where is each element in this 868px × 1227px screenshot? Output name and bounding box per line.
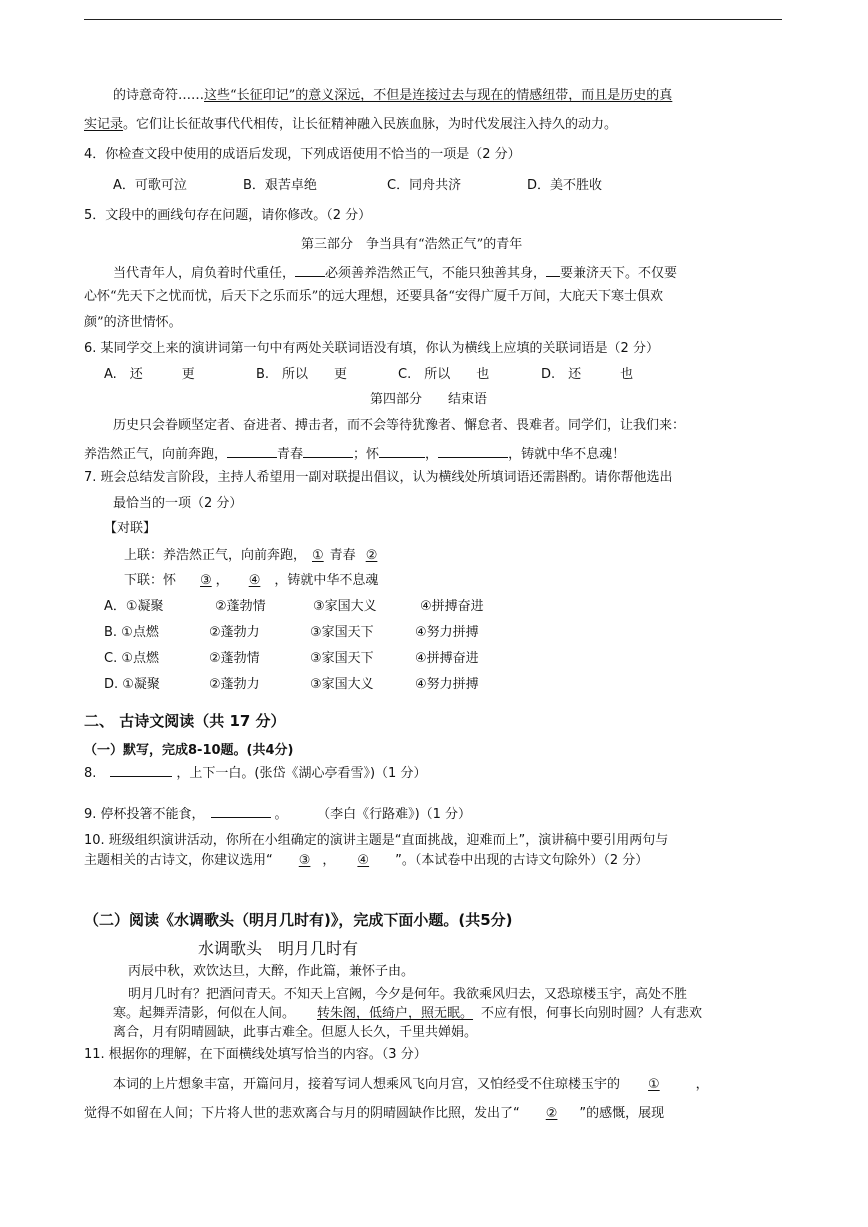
question-5-stem: 5．文段中的画线句存在问题，请你修改。（2 分）	[84, 208, 372, 223]
q7-option-b-1: B. ①点燃	[104, 625, 159, 640]
q4-option-d: D．美不胜收	[527, 178, 603, 193]
q7-option-a-2: ②蓬勃情	[215, 599, 266, 614]
q10-comma: ，	[322, 853, 336, 868]
part4-text-a: 养浩然正气，向前奔跑，	[84, 447, 228, 462]
q11-text-b: 觉得不如留在人间；下片将人世的悲欢离合与月的阴晴圆缺作比照，发出了“	[84, 1106, 520, 1121]
q7-option-d-2: ②蓬勃力	[209, 677, 260, 692]
q10-text-b: ”。（本试卷中出现的古诗文句除外）（2 分）	[395, 853, 649, 868]
couplet-upper-text: 上联：养浩然正气，向前奔跑，	[124, 548, 307, 563]
underlined-sentence: 这些“长征印记”的意义深远，不但是连接过去与现在的情感纽带，而且是历史的真	[204, 88, 673, 103]
blank-5	[379, 443, 425, 458]
part4-text-e: ，铸就中华不息魂！	[508, 447, 626, 462]
blank-2	[546, 262, 560, 277]
q9-source: （李白《行路难》)（1 分）	[323, 807, 472, 822]
part4-text-b: 青春	[277, 447, 304, 462]
question-10-line-2	[84, 852, 648, 870]
q7-option-a-3: ③家国大义	[313, 599, 377, 614]
q8-text: ，上下一白。(张岱《湖心亭看雪》)（1 分）	[176, 766, 427, 781]
question-11-line-2	[84, 1105, 664, 1123]
intro-text: 的诗意奇符……	[113, 88, 205, 103]
blank-6	[438, 443, 508, 458]
part-3-line-3: 颜”的济世情怀。	[84, 315, 182, 330]
blank-marker-2: ②	[365, 548, 378, 563]
q10-text-a: 主题相关的古诗文，你建议选用“	[84, 853, 273, 868]
poem-line-1: 明月几时有？把酒问青天。不知天上宫阙，今夕是何年。我欲乘风归去，又恐琼楼玉宇，高处不胜	[128, 987, 688, 1002]
part-3-line-1	[113, 262, 677, 283]
q10-marker-3: ③	[298, 853, 311, 868]
section-2-title: 二、 古诗文阅读（共 17 分）	[84, 712, 286, 730]
poem-preface: 丙辰中秋，欢饮达旦，大醉，作此篇，兼怀子由。	[128, 964, 415, 979]
question-6-stem: 6. 某同学交上来的演讲词第一句中有两处关联词语没有填，你认为横线上应填的关联词语是（2 分）	[84, 341, 659, 356]
q11-marker-1: ①	[648, 1077, 660, 1092]
q7-option-b-2: ②蓬勃力	[209, 625, 260, 640]
couplet-lower	[124, 572, 378, 590]
q7-option-c-4: ④拼搏奋进	[415, 651, 479, 666]
q8-number: 8.	[84, 766, 97, 781]
q7-option-d-1: D. ①凝聚	[104, 677, 160, 692]
question-9	[84, 803, 471, 824]
part-3-title: 第三部分 争当具有“浩然正气”的青年	[301, 237, 523, 252]
blank-marker-3: ③	[200, 573, 212, 588]
blank-marker-1: ①	[312, 548, 324, 563]
question-11-line-1	[113, 1076, 709, 1094]
q11-comma: ，	[695, 1077, 709, 1092]
q7-option-b-4: ④努力拼搏	[415, 625, 479, 640]
header-rule	[84, 19, 782, 20]
question-7-stem-2: 最恰当的一项（2 分）	[113, 496, 243, 511]
q11-marker-2: ②	[545, 1106, 558, 1121]
intro-line-1	[113, 87, 672, 105]
q7-option-b-3: ③家国天下	[310, 625, 374, 640]
q9-text: 9. 停杯投箸不能食，	[84, 807, 205, 822]
question-10-line-1: 10. 班级组织演讲活动，你所在小组确定的演讲主题是“直面挑战，迎难而上”，演讲稿中要引用两句与	[84, 833, 669, 848]
part-4-line-1: 历史只会眷顾坚定者、奋进者、搏击者，而不会等待犹豫者、懈怠者、畏难者。同学们，让我们来：	[113, 418, 686, 433]
couplet-lower-comma: ，	[215, 573, 229, 588]
question-4-stem: 4．你检查文段中使用的成语后发现，下列成语使用不恰当的一项是（2 分）	[84, 147, 521, 162]
part4-text-c: ；怀	[353, 447, 380, 462]
blank-q9	[211, 803, 271, 818]
q6-option-b: B. 所以 更	[256, 367, 348, 382]
intro-line-2	[84, 116, 617, 134]
couplet-label: 【对联】	[104, 521, 157, 536]
q7-option-d-4: ④努力拼搏	[415, 677, 479, 692]
question-8	[84, 762, 426, 783]
poem-line-2	[113, 1005, 702, 1023]
q4-option-a: A．可歌可泣	[113, 178, 187, 193]
q11-text-a: 本词的上片想象丰富，开篇问月，接着写词人想乘风飞向月宫，又怕经受不住琼楼玉宇的	[113, 1077, 621, 1092]
part-4-line-2	[84, 443, 625, 464]
q7-option-c-3: ③家国天下	[310, 651, 374, 666]
blank-1	[295, 262, 325, 277]
poem-line-3: 离合，月有阴晴圆缺，此事古难全。但愿人长久，千里共婵娟。	[113, 1025, 478, 1040]
question-7-stem-1: 7. 班会总结发言阶段，主持人希望用一副对联提出倡议，认为横线处所填词语还需斟酌。请你帮他选出	[84, 470, 673, 485]
blank-3	[227, 443, 277, 458]
subsection-2-title: （二）阅读《水调歌头（明月几时有)》，完成下面小题。(共5分)	[84, 911, 513, 929]
intro-text-end: 。它们让长征故事代代相传，让长征精神融入民族血脉，为时代发展注入持久的动力。	[123, 117, 618, 132]
couplet-upper	[124, 547, 391, 565]
part4-text-d: ，	[425, 447, 439, 462]
q7-option-c-1: C. ①点燃	[104, 651, 159, 666]
couplet-lower-end: ，铸就中华不息魂	[274, 573, 379, 588]
q6-option-c: C. 所以 也	[398, 367, 490, 382]
blank-4	[303, 443, 353, 458]
q7-option-a-1: A．①凝聚	[104, 599, 164, 614]
q11-text-c: ”的感慨，展现	[579, 1106, 665, 1121]
q4-option-b: B．艰苦卓绝	[243, 178, 317, 193]
q6-option-d: D. 还 也	[541, 367, 634, 382]
blank-q8	[110, 762, 172, 777]
subsection-1-title: （一）默写，完成8-10题。(共4分)	[84, 743, 294, 758]
poem-title: 水调歌头 明月几时有	[198, 939, 359, 958]
part-4-title: 第四部分 结束语	[370, 392, 488, 407]
q10-marker-4: ④	[357, 853, 370, 868]
part3-text-a: 当代青年人，肩负着时代重任，	[113, 266, 296, 281]
underlined-sentence-end: 实记录	[84, 117, 124, 132]
blank-marker-4: ④	[248, 573, 261, 588]
q7-option-d-3: ③家国大义	[310, 677, 374, 692]
part-3-line-2: 心怀“先天下之忧而忧，后天下之乐而乐”的远大理想，还要具备“安得广厦千万间，大庇天下寒士俱欢	[84, 289, 663, 304]
question-11-stem: 11. 根据你的理解，在下面横线处填写恰当的内容。（3 分）	[84, 1047, 427, 1062]
couplet-lower-text: 下联：怀	[124, 573, 177, 588]
q7-option-c-2: ②蓬勃情	[209, 651, 260, 666]
poem-underlined: 转朱阁，低绮户，照无眠。	[317, 1006, 474, 1021]
poem-text-a: 寒。起舞弄清影，何似在人间。	[113, 1006, 296, 1021]
q7-option-a-4: ④拼搏奋进	[420, 599, 484, 614]
q4-option-c: C．同舟共济	[387, 178, 462, 193]
part3-text-b: 必须善养浩然正气，不能只独善其身，	[325, 266, 547, 281]
part3-text-c: 要兼济天下。不仅要	[560, 266, 678, 281]
q6-option-a: A. 还 更	[104, 367, 195, 382]
q9-period: 。	[274, 807, 288, 822]
poem-text-c: 不应有恨，何事长向别时圆？人有悲欢	[481, 1006, 703, 1021]
couplet-upper-mid: 青春	[329, 548, 356, 563]
